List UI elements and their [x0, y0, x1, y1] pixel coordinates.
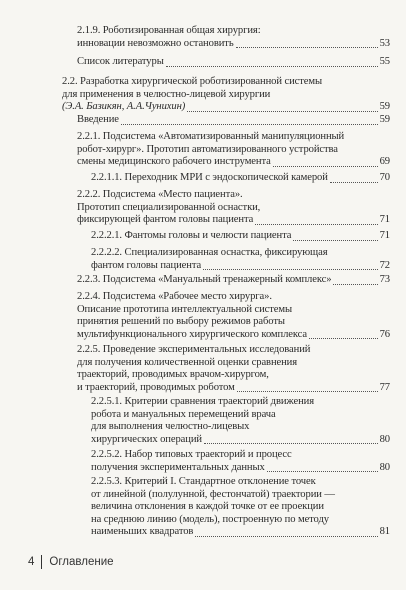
- toc-page-number: 80: [379, 433, 390, 445]
- toc-entry[interactable]: [77, 56, 390, 69]
- dot-leader: [333, 284, 377, 285]
- toc-entry-authors: (Э.А. Базикян, А.А.Чунихин): [62, 101, 186, 113]
- dot-leader: [309, 338, 378, 339]
- toc-entry-line: 2.2.5.3. Критерий I. Стандартное отклонение точек: [91, 476, 316, 487]
- toc-entry[interactable]: [77, 274, 390, 287]
- toc-entry-line: инновации невозможно остановить: [77, 37, 234, 49]
- toc-entry-last-line: [77, 382, 390, 395]
- toc-page-number: 76: [379, 328, 390, 340]
- dot-leader: [293, 240, 377, 241]
- toc-entry-last-line: [91, 434, 390, 447]
- toc-entry-line: от линейной (полулунной, фестончатой) траектории —: [91, 488, 335, 500]
- toc-entry-line: 2.2.1. Подсистема «Автоматизированный манипуляционный: [77, 131, 345, 142]
- toc-entry-last-line: [77, 156, 390, 169]
- toc-entry-line: 2.2.2.1. Фантомы головы и челюсти пациента: [91, 230, 292, 241]
- toc-entry-last-line: [91, 462, 390, 475]
- toc-entry-line: величина отклонения в каждой точке от ее проекции: [91, 501, 324, 513]
- toc-entry[interactable]: [91, 476, 390, 539]
- dot-leader: [195, 536, 377, 537]
- page-footer: [28, 555, 114, 569]
- toc-entry-last-line: [77, 329, 390, 342]
- toc-page-number: 71: [379, 230, 390, 241]
- toc-entry-line: робот-хирург». Прототип автоматизированного устройства: [77, 143, 338, 155]
- toc-entry[interactable]: [77, 189, 390, 227]
- toc-entry-line: фантом головы пациента: [91, 259, 202, 271]
- toc-page-number: 69: [379, 156, 390, 168]
- toc-entry[interactable]: [77, 344, 390, 394]
- toc-page-number: 55: [379, 56, 390, 67]
- toc-entry-line: принятия решений по выбору режимов работы: [77, 316, 285, 328]
- toc-entry-last-line: [77, 114, 390, 127]
- toc-entry-line: робота и мануальных перемещений врача: [91, 408, 276, 420]
- toc-entry-line: 2.2.1.1. Переходник МРИ с эндоскопической камерой: [91, 172, 328, 183]
- toc-entry[interactable]: [77, 114, 390, 127]
- dot-leader: [237, 391, 378, 392]
- toc-entry[interactable]: [91, 396, 390, 446]
- toc-entry-line: 2.2. Разработка хирургической роботизированной системы: [62, 76, 323, 87]
- toc-entry-last-line: [77, 274, 390, 287]
- dot-leader: [267, 471, 378, 472]
- toc-entry-line: траекторий, проводимых врачом-хирургом,: [77, 369, 269, 381]
- toc-entry-last-line: [91, 172, 390, 185]
- toc-entry-last-line: [91, 260, 390, 273]
- section-name: Оглавление: [49, 556, 114, 568]
- toc-entry-line: для получения количественной оценки сравнения: [77, 356, 298, 368]
- toc-page-number: 71: [379, 214, 390, 226]
- toc-entry-line: 2.2.4. Подсистема «Рабочее место хирурга».: [77, 291, 272, 302]
- toc-entry-line: 2.2.2.2. Специализированная оснастка, фиксирующая: [91, 247, 328, 258]
- toc-entry-line: смены медицинского рабочего инструмента: [77, 156, 271, 168]
- toc-entry[interactable]: [91, 247, 390, 272]
- toc-entry-last-line: [62, 101, 390, 114]
- toc-entry-last-line: [77, 38, 390, 51]
- toc-entry-line: для выполнения челюстно-лицевых: [91, 421, 250, 433]
- toc-entry-line: 2.2.3. Подсистема «Мануальный тренажерный комплекс»: [77, 274, 332, 285]
- toc-entry-line: получения экспериментальных данных: [91, 461, 265, 473]
- footer-divider: [41, 555, 42, 569]
- toc-entry[interactable]: [77, 131, 390, 169]
- toc-entry[interactable]: [77, 25, 390, 50]
- dot-leader: [204, 443, 378, 444]
- toc-entry-last-line: [77, 214, 390, 227]
- toc-entry-line: Прототип специализированной оснастки,: [77, 201, 261, 213]
- page-number: 4: [28, 556, 35, 568]
- toc-page-number: 81: [379, 526, 390, 538]
- dot-leader: [203, 269, 377, 270]
- toc-page-number: 70: [379, 172, 390, 183]
- toc-entry[interactable]: [77, 291, 390, 341]
- dot-leader: [166, 66, 378, 67]
- dot-leader: [255, 224, 377, 225]
- toc-entry[interactable]: [91, 172, 390, 185]
- toc-entry-line: и траекторий, проводимых роботом: [77, 381, 235, 393]
- toc-entry-line: фиксирующей фантом головы пациента: [77, 214, 254, 226]
- toc-page-number: 80: [379, 461, 390, 473]
- toc-page-number: 59: [379, 101, 390, 113]
- toc-entry-line: Введение: [77, 114, 119, 125]
- toc-entry-line: на среднюю линию (модель), построенную по методу: [91, 513, 329, 525]
- dot-leader: [236, 47, 378, 48]
- toc-entry-line: хирургических операций: [91, 433, 202, 445]
- toc-entry-line: 2.2.5. Проведение экспериментальных исследований: [77, 344, 311, 355]
- toc-entry[interactable]: [91, 449, 390, 474]
- dot-leader: [273, 166, 378, 167]
- toc-entry-line: 2.2.2. Подсистема «Место пациента».: [77, 189, 243, 200]
- toc-entry-line: Описание прототипа интеллектуальной системы: [77, 303, 293, 315]
- toc-entry-line: наименьших квадратов: [91, 526, 194, 538]
- toc-page-number: 53: [379, 37, 390, 49]
- toc-entry-line: мультифункционального хирургического комплекса: [77, 328, 308, 340]
- toc-entry-line: 2.2.5.2. Набор типовых траекторий и процесс: [91, 449, 292, 460]
- toc-entry-last-line: [91, 230, 390, 243]
- toc-page-number: 72: [379, 259, 390, 271]
- dot-leader: [330, 182, 378, 183]
- dot-leader: [187, 111, 377, 112]
- toc-entry[interactable]: [62, 76, 390, 114]
- toc-page-number: 77: [379, 381, 390, 393]
- toc-entry-last-line: [91, 526, 390, 539]
- toc-entry-line: для применения в челюстно-лицевой хирургии: [62, 88, 271, 100]
- toc-entry[interactable]: [91, 230, 390, 243]
- toc-entry-line: 2.2.5.1. Критерии сравнения траекторий движения: [91, 396, 315, 407]
- toc-page-number: 59: [379, 114, 390, 125]
- toc-entry-line: 2.1.9. Роботизированная общая хирургия:: [77, 25, 261, 36]
- toc-page-number: 73: [379, 274, 390, 285]
- toc-entry-line: Список литературы: [77, 56, 164, 67]
- dot-leader: [121, 124, 378, 125]
- toc-entry-last-line: [77, 56, 390, 69]
